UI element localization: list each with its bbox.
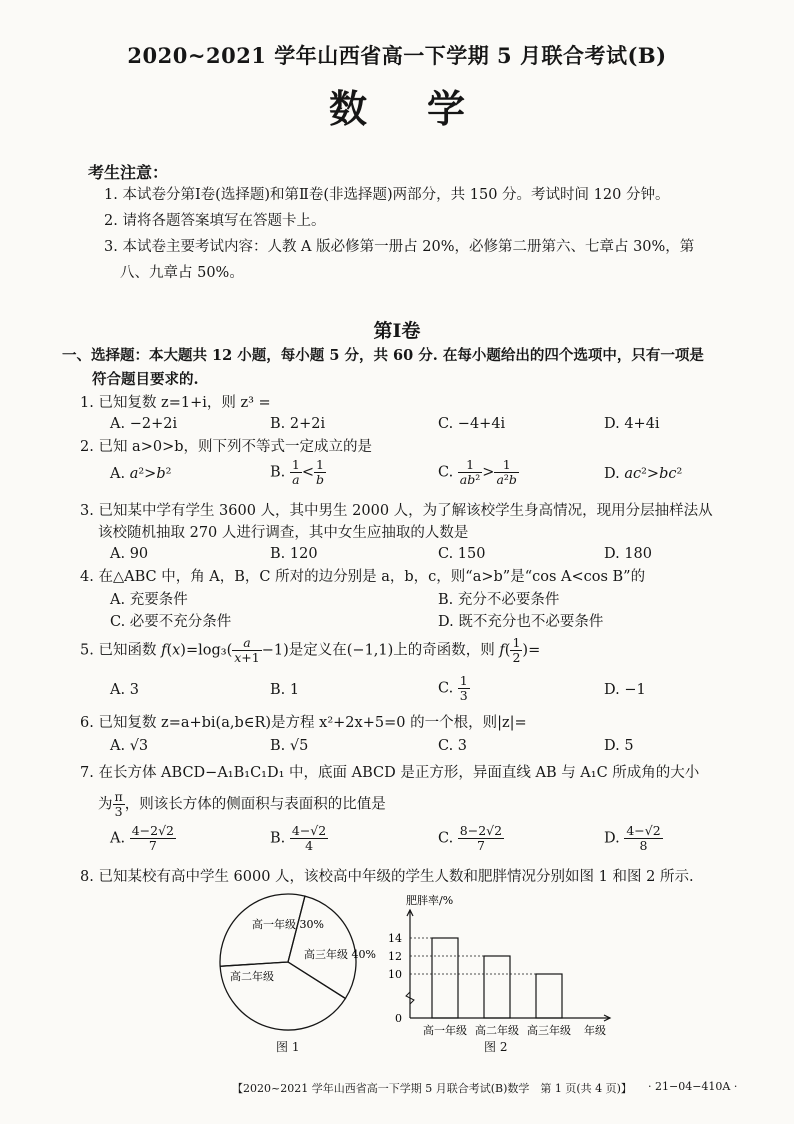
y-tick-12: 12 <box>388 950 402 963</box>
bar-chart-marks <box>388 893 610 1037</box>
section-heading: 第Ⅰ卷 <box>373 320 421 342</box>
q1-option-b: B. 2+2i <box>270 416 326 432</box>
instruction-line-2: 符合题目要求的. <box>92 371 199 388</box>
question-3-cont: 该校随机抽取 270 人进行调查，其中女生应抽取的人数是 <box>98 525 469 541</box>
bar-2 <box>484 956 510 1018</box>
exam-title: 2020~2021 学年山西省高一下学期 5 月联合考试(B) <box>127 43 667 68</box>
q6-option-a: A. √3 <box>110 738 149 754</box>
q4-option-d: D. 既不充分也不必要条件 <box>438 614 604 630</box>
q3-option-d: D. 180 <box>604 546 653 562</box>
x-axis-label: 年级 <box>584 1024 606 1037</box>
q3-option-a: A. 90 <box>110 546 149 562</box>
y-axis-label: 肥胖率/% <box>406 894 454 907</box>
notice-item-3: 3. 本试卷主要考试内容：人教 A 版必修第一册占 20%，必修第二册第六、七章占 30%，第 <box>104 239 695 255</box>
page-footer: 【2020~2021 学年山西省高一下学期 5 月联合考试(B)数学 第 1 页(共 4 页)】 <box>232 1082 632 1095</box>
question-5: 5. 已知函数 f(x)=log₃( $\frac{a}{x+1}$ −1)是定义在(−1,1)上的奇函数，则 f( $\frac{1}{2}$ )= <box>80 635 541 665</box>
q5-option-a: A. 3 <box>110 682 139 698</box>
q6-option-c: C. 3 <box>438 738 468 754</box>
q7-option-a: A. $\frac{4-2√2}{7}$ <box>110 823 175 853</box>
q1-option-a: A. −2+2i <box>110 416 178 432</box>
y-tick-10: 10 <box>388 968 402 981</box>
pie-label-1: 高一年级 30% <box>252 918 324 931</box>
q6-option-d: D. 5 <box>604 738 634 754</box>
question-1: 1. 已知复数 z=1+i，则 z³ = <box>80 395 271 411</box>
x-tick-2: 高二年级 <box>475 1024 519 1037</box>
question-7-tail: ，则该长方体的侧面积与表面积的比值是 <box>124 796 386 813</box>
y-tick-0: 0 <box>395 1012 402 1025</box>
x-tick-1: 高一年级 <box>423 1024 467 1037</box>
q3-option-b: B. 120 <box>270 546 318 562</box>
bar-1 <box>432 938 458 1018</box>
q7-option-d: D. $\frac{4-√2}{8}$ <box>604 823 661 853</box>
q1-option-d: D. 4+4i <box>604 416 660 432</box>
pie-chart-figure-1 <box>200 890 380 1050</box>
paper-code: · 21−04−410A · <box>648 1080 738 1093</box>
subject-title: 数学 <box>328 86 525 131</box>
question-7-cont: 为 $\frac{\pi}{3}$ ，则该长方体的侧面积与表面积的比值是 <box>98 789 386 819</box>
q2-option-d: D. ac²>bc² <box>604 466 683 482</box>
notice-heading: 考生注意： <box>88 163 169 182</box>
y-tick-14: 14 <box>388 932 402 945</box>
pie-label-3: 高二年级 <box>230 970 274 983</box>
q5-option-c: C. $\frac{1}{3}$ <box>438 673 468 703</box>
figure-2-caption: 图 2 <box>484 1040 508 1054</box>
question-2: 2. 已知 a>0>b，则下列不等式一定成立的是 <box>80 439 373 455</box>
q1-option-c: C. −4+4i <box>438 416 506 432</box>
q2-option-b: B. $\frac{1}{a}$ < $\frac{1}{b}$ <box>270 457 324 487</box>
instruction-line-1: 一、选择题：本大题共 12 小题，每小题 5 分，共 60 分. 在每小题给出的四个选项中，只有一项是 <box>62 347 704 364</box>
notice-item-3-cont: 八、九章占 50%。 <box>120 265 244 281</box>
q6-option-b: B. √5 <box>270 738 309 754</box>
q5-option-b: B. 1 <box>270 682 300 698</box>
q2-option-a: A. a²>b² <box>110 466 172 482</box>
bar-chart-figure-2 <box>380 890 640 1040</box>
q7-option-b: B. $\frac{4-√2}{4}$ <box>270 823 327 853</box>
q3-option-c: C. 150 <box>438 546 486 562</box>
question-4: 4. 在△ABC 中，角 A，B，C 所对的边分别是 a，b，c，则“a>b”是“cos A<cos B”的 <box>80 569 646 585</box>
q4-option-c: C. 必要不充分条件 <box>110 614 232 630</box>
q4-option-a: A. 充要条件 <box>110 592 188 608</box>
pie-slices <box>220 894 356 1030</box>
notice-item-1: 1. 本试卷分第Ⅰ卷(选择题)和第Ⅱ卷(非选择题)两部分，共 150 分。考试时间 120 分钟。 <box>104 187 670 203</box>
q2-option-c: C. $\frac{1}{\text{ab²}}$ > $\frac{1}{\text{a²b}}$ <box>438 457 517 487</box>
x-tick-3: 高三年级 <box>527 1024 571 1037</box>
q5-option-d: D. −1 <box>604 682 646 698</box>
question-7: 7. 在长方体 ABCD−A₁B₁C₁D₁ 中，底面 ABCD 是正方形，异面直线 AB 与 A₁C 所成角的大小 <box>80 765 700 781</box>
bar-3 <box>536 974 562 1018</box>
q7-option-c: C. $\frac{8-2√2}{7}$ <box>438 823 503 853</box>
q4-option-b: B. 充分不必要条件 <box>438 592 560 608</box>
pie-label-2: 高三年级 40% <box>304 948 376 961</box>
question-8: 8. 已知某校有高中学生 6000 人，该校高中年级的学生人数和肥胖情况分别如图 1 和图 2 所示. <box>80 869 694 885</box>
question-6: 6. 已知复数 z=a+bi(a,b∈R)是方程 x²+2x+5=0 的一个根，则|z|= <box>80 715 527 731</box>
section-instruction <box>62 344 762 392</box>
figure-1-caption: 图 1 <box>276 1040 300 1054</box>
question-3: 3. 已知某中学有学生 3600 人，其中男生 2000 人，为了解该校学生身高情况，现用分层抽样法从 <box>80 503 713 519</box>
notice-item-2: 2. 请将各题答案填写在答题卡上。 <box>104 213 326 229</box>
